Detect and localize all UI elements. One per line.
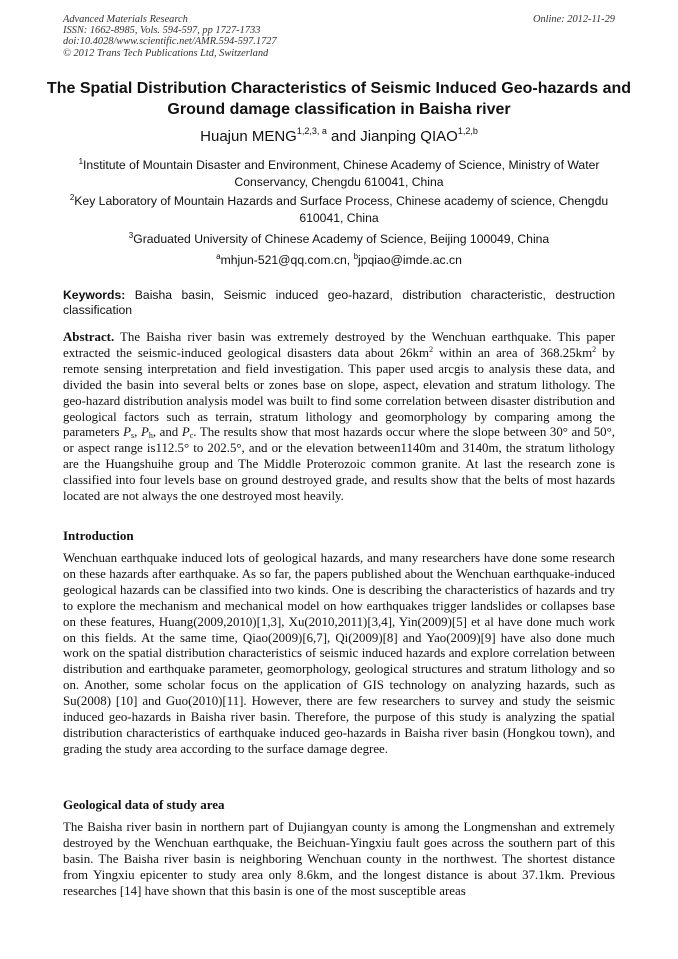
- author-2-name: Jianping QIAO: [360, 128, 458, 145]
- affiliation-2-number: 2: [69, 193, 75, 202]
- author-1-name: Huajun MENG: [200, 128, 297, 145]
- affiliation-1-text: Institute of Mountain Disaster and Environment, Chinese Academy of Science, Ministry of Water Conservancy, Chengdu 610041, China: [83, 158, 600, 189]
- parameter-symbol: P: [181, 425, 190, 440]
- issn-line: ISSN: 1662-8985, Vols. 594-597, pp 1727-1733: [63, 25, 261, 37]
- abstract-text: within an area of 368.25km: [433, 345, 593, 360]
- affiliation-2-text: Key Laboratory of Mountain Hazards and Surface Process, Chinese academy of science, Chengdu 610041, China: [74, 194, 609, 225]
- abstract-text: by remote sensing interpretation and field investigation. This paper used arcgis to analysis these data, and divided the basin into several belts or zones base on slope, aspect, elevation and stratum lithology. The geo-hazard distribution analysis model was built to find some correlation between disaster distribution and geological factors such as terrain, stratum lithology and geomorphology by comparing among the parameters: [63, 345, 615, 440]
- geology-paragraph: The Baisha river basin in northern part of Dujiangyan county is among the Longmenshan and extremely destroyed by the Wenchuan earthquake, the Beichuan-Yingxiu fault goes across the southern part of this basin. The Baisha river basin is neighboring Wenchuan county in the northwest. The shortest distance from Yingxiu epicenter to study area only 8.6km, and the longest distance is about 37.1km. Previous researches [14] have shown that this basin is one of the most susceptible areas: [63, 820, 615, 898]
- abstract: [63, 330, 615, 505]
- affiliation-3-text: Graduated University of Chinese Academy of Science, Beijing 100049, China: [133, 232, 550, 246]
- journal-name: Advanced Materials Research: [63, 14, 188, 25]
- running-header: [63, 14, 615, 59]
- parameter-symbol: P: [140, 425, 149, 440]
- paper-title: The Spatial Distribution Characteristics of Seismic Induced Geo-hazards and Ground damage classification in Baisha river: [46, 80, 632, 118]
- affiliation-3-number: 3: [128, 231, 134, 240]
- abstract-label: Abstract.: [63, 330, 115, 344]
- introduction-paragraph: Wenchuan earthquake induced lots of geological hazards, and many researchers have done some research on these hazards after earthquake. As so far, the papers published about the Wenchuan earthquake-induced geological hazards can be classified into two kinds. One is describing the characteristics of hazards and try to explore the mechanism and mechanical model on how earthquakes trigger landslides or collapses base on these features, Huang(2009,2010)[1,3], Xu(2010,2011)[3,4], Yin(2009)[5] et al have done much work on this fields. At the same time, Qiao(2009)[6,7], Qi(2009)[8] and Yao(2009)[9] have also done much work on the spatial distribution characteristics of seismic induced hazards and explore correlation between distribution and earthquake parameter, geomorphology, geological structures and stratum lithology and so on. Another, some scholar focus on the application of GIS technology on analyzing hazards, such as Su(2008) [10] and Guo(2010)[11]. However, there are few researchers to survey and study the seismic induced geo-hazards in Baisha river basin. Therefore, the purpose of this study is analyzing the spatial distribution characteristics of earthquake induced geo-hazards in Baisha river basin (Hongkou town), and grading the study area according to the surface damage degree.: [63, 551, 615, 756]
- author-1-affil: 1,2,3, a: [296, 126, 327, 136]
- copyright-line: © 2012 Trans Tech Publications Ltd, Switzerland: [63, 47, 269, 59]
- keywords: [63, 288, 615, 319]
- email-b[interactable]: jpqiao@imde.ac.cn: [358, 253, 462, 267]
- abstract-text: , and: [152, 425, 182, 440]
- subscript: h: [148, 431, 153, 441]
- superscript: 2: [429, 344, 434, 354]
- affiliation-2: [62, 193, 616, 227]
- email-b-marker: b: [353, 252, 359, 261]
- introduction-heading: Introduction: [63, 528, 134, 543]
- email-a[interactable]: mhjun-521@qq.com.cn,: [220, 253, 354, 267]
- online-date: Online: 2012-11-29: [532, 14, 615, 25]
- doi-line: doi:10.4028/www.scientific.net/AMR.594-597.1727: [63, 36, 277, 48]
- keywords-text: Baisha basin, Seismic induced geo-hazard, distribution characteristic, destruction classification: [63, 288, 615, 318]
- author-2-affil: 1,2,b: [457, 126, 478, 136]
- affiliation-1: [62, 157, 616, 191]
- keywords-label: Keywords:: [63, 288, 126, 302]
- email-a-marker: a: [216, 252, 221, 261]
- abstract-text: ,: [134, 425, 141, 440]
- superscript: 2: [592, 344, 597, 354]
- parameter-symbol: P: [123, 425, 131, 440]
- abstract-text: . The results show that most hazards occur where the slope between 30° and 50°, or aspect range is112.5° to 202.5°, and or the elevation between1140m and 3140m, the stratum lithology are the Huangshuihe group and The Middle Proterozoic common granite. At last the research zone is classified into four levels base on ground destroyed grade, and results show that the belts of most hazards located are not always the one destroyed most heavily.: [63, 425, 615, 504]
- affiliation-3: [62, 231, 616, 248]
- author-line: [40, 128, 638, 146]
- author-conjunction: and: [326, 128, 361, 145]
- email-line: [62, 252, 616, 269]
- subscript: c: [189, 431, 194, 441]
- geology-heading: Geological data of study area: [63, 797, 225, 812]
- subscript: s: [131, 431, 135, 441]
- abstract-text: The Baisha river basin was extremely destroyed by the Wenchuan earthquake. This paper extracted the seismic-induced geological disasters data about 26km: [63, 330, 615, 360]
- affiliation-1-number: 1: [78, 157, 84, 166]
